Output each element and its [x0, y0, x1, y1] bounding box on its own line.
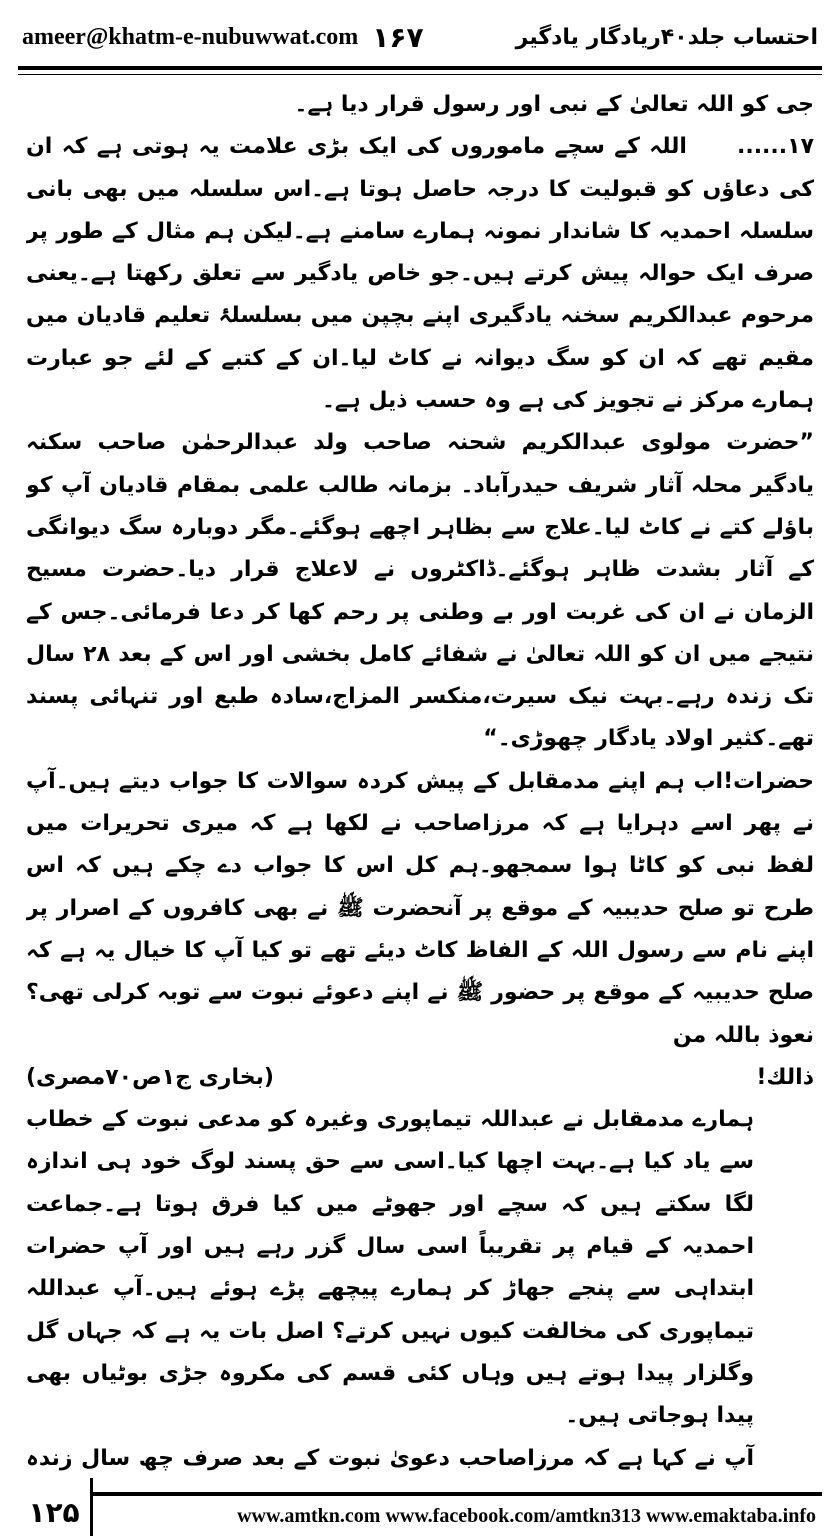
- footer-website-links: www.amtkn.com www.facebook.com/amtkn313 www.emaktaba.info: [237, 1504, 816, 1527]
- paragraph-4: [26, 761, 814, 1057]
- item-number: ۱۷......: [736, 134, 814, 160]
- hadith-reference: (بخاری ج۱ص۷۰مصری): [26, 1064, 274, 1090]
- reference-line: [26, 1057, 814, 1099]
- page-footer: [18, 1492, 822, 1536]
- paragraph-2: [26, 126, 814, 422]
- paragraph-6: آپ نے کہا ہے کہ مرزاصاحب دعویٰ نبوت کے بعد صرف چھ سال زندہ: [26, 1445, 754, 1471]
- header-book-title: احتساب جلد۴۰ریادگار یادگیر: [515, 24, 818, 50]
- header-book-page-number: ۱۶۷: [372, 20, 424, 54]
- paragraph-1: جی کو اللہ تعالیٰ کے نبی اور رسول قرار دیا ہے۔: [294, 92, 814, 117]
- paragraph-5: ہمارے مدمقابل نے عبداللہ تیماپوری وغیرہ کو مدعی نبوت کے خطاب سے یاد کیا ہے۔بہت اچھا کیا۔اسی سے حق پسند لوگ خود ہی اندازہ لگا سکتے ہیں کہ سچے اور جھوٹے میں کیا فرق ہوتا ہے۔جماعت احمدیہ کے قیام پر تقریباً اسی سال گزر رہے ہیں اور آپ حضرات ابتداہی سے پنجے جھاڑ کر ہمارے پیچھے پڑے ہوئے ہیں۔آپ عبداللہ تیماپوری کی مخالفت کیوں نہیں کرتے؟ اصل بات یہ ہے کہ جہاں گل وگلزار پیدا ہوتے ہیں وہاں کئی قسم کی مکروہ جڑی بوٹیاں بھی پیدا ہوجاتی ہیں۔: [26, 1107, 754, 1429]
- page-header: [22, 14, 818, 60]
- quotation-paragraph: ”حضرت مولوی عبدالکریم شحنہ صاحب ولد عبدالرحمٰن صاحب سکنہ یادگیر محلہ آثار شریف حیدرآباد۔ بزمانہ طالب علمی بمقام قادیان آپ کو باؤلے کتے نے کاٹ لیا۔علاج سے بظاہر اچھے ہوگئے۔مگر دوبارہ سگ دیوانگی کے آثار بشدت ظاہر ہوگئے۔ڈاکٹروں نے لاعلاج قرار دیا۔حضرت مسیح الزمان نے ان کی غربت اور بے وطنی پر رحم کھا کر دعا فرمائی۔جس کے نتیجے میں ان کو اللہ تعالیٰ نے شفائے کامل بخشی اور اس کے بعد ۲۸ سال تک زندہ رہے۔بہت نیک سیرت،منکسر المزاج،سادہ طبع اور تنہائی پسند تھے۔کثیر اولاد یادگار چھوڑی۔“: [26, 430, 814, 752]
- header-email: ameer@khatm-e-nubuwwat.com: [22, 23, 359, 50]
- paragraph-4-text: حضرات!اب ہم اپنے مدمقابل کے پیش کردہ سوالات کا جواب دیتے ہیں۔آپ نے پھر اسے دہرایا ہے کہ مرزاصاحب نے لکھا ہے کہ میری تحریرات میں لفظ نبی کو کاٹا ہوا سمجھو۔ہم کل اس کا جواب دے چکے ہیں کہ اس طرح تو صلح حدیبیہ کے موقع پر آنحضرت ﷺ نے بھی کافروں کے اصرار پر اپنے نام سے رسول اللہ کے الفاظ کاٹ دیئے تھے تو کیا آپ کا خیال یہ ہے کہ صلح حدیبیہ کے موقع پر حضور ﷺ نے اپنے دعوئے نبوت سے توبہ کرلی تھی؟ نعوذ باللہ من: [26, 768, 814, 1048]
- header-left: [22, 21, 424, 54]
- header-rule: [18, 66, 822, 70]
- page-body: [26, 84, 814, 1480]
- header-rule-thin: [18, 74, 822, 75]
- footer-page-number: ۱۲۵: [18, 1478, 93, 1536]
- paragraph-2-text: اللہ کے سچے ماموروں کی ایک بڑی علامت یہ ہوتی ہے کہ ان کی دعاؤں کو قبولیت کا درجہ حاصل ہوتا ہے۔اس سلسلہ میں بھی بانی سلسلہ احمدیہ کا شاندار نمونہ ہمارے سامنے ہے۔لیکن ہم مثال کے طور پر صرف ایک حوالہ پیش کرتے ہیں۔جو خاص یادگیر سے تعلق رکھتا ہے۔یعنی مرحوم عبدالکریم سخنہ یادگیری اپنے بچپن میں بسلسلۂ تعلیم قادیان میں مقیم تھے کہ ان کو سگ دیوانہ نے کاٹ لیا۔ان کے کتبے کے لئے جو عبارت ہمارے مرکز نے تجویز کی ہے وہ حسب ذیل ہے۔: [26, 134, 814, 414]
- arabic-phrase-end: ذالك!: [756, 1064, 814, 1090]
